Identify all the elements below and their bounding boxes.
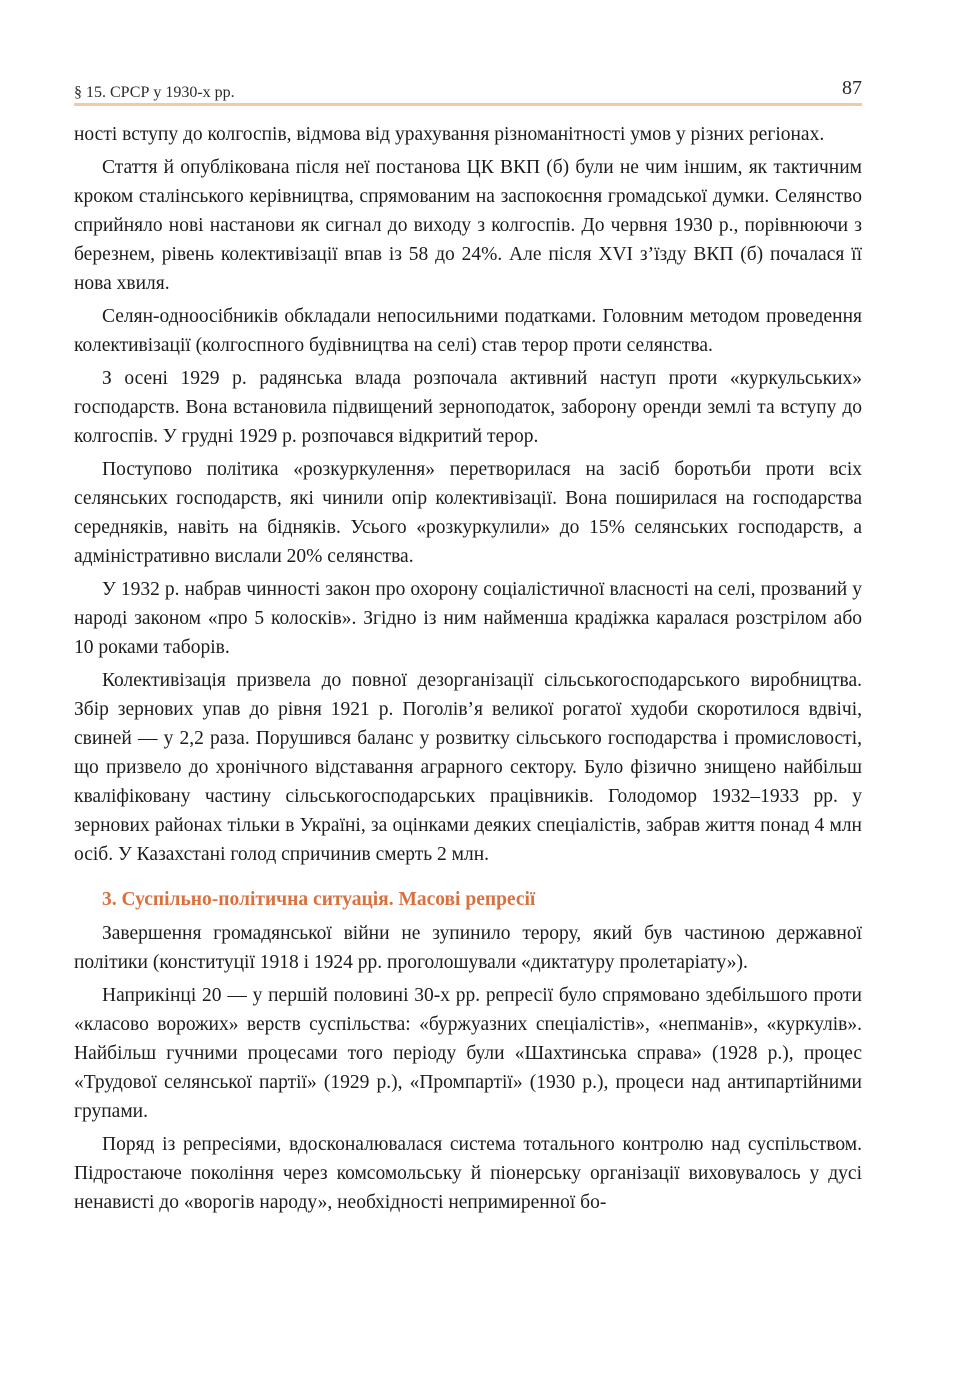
paragraph: Завершення громадянської війни не зупинило терору, який був частиною державної політики (конституції 1918 і 1924 рр. проголошували «диктатуру пролетаріату»). — [74, 923, 862, 973]
page-header — [74, 78, 862, 106]
paragraph: У 1932 р. набрав чинності закон про охорону соціалістичної власності на селі, прозваний у народі законом «про 5 колосків». Згідно із ним найменша крадіжка каралася розстрілом або 10 роками таборів. — [74, 579, 862, 658]
paragraph: Поряд із репресіями, вдосконалювалася система тотального контролю над суспільством. Підростаюче покоління через комсомольську й піонерську організації виховувалось у дусі ненависті до «ворогів народу», необхідності непримиренної бо- — [74, 1134, 862, 1213]
paragraph: З осені 1929 р. радянська влада розпочала активний наступ проти «куркульських» господарств. Вона встановила підвищений зернoподаток, заборону оренди землі та вступу до колгоспів. У грудні 1929 р. розпочався відкритий терор. — [74, 368, 862, 447]
textbook-page — [74, 78, 862, 1221]
header-rule — [74, 103, 862, 106]
paragraph: Наприкінці 20 — у першій половині 30-х рр. репресії було спрямовано здебільшого проти «класово ворожих» верств суспільства: «буржуазних спеціалістів», «непманів», «куркулів». Найбільш гучними процесами того періоду були «Шахтинська справа» (1928 р.), процес «Трудової селянської партії» (1929 р.), «Промпартії» (1930 р.), процеси над антипартійними групами. — [74, 985, 862, 1122]
running-title: § 15. СРСР у 1930-х рр. — [74, 84, 235, 101]
paragraph: Стаття й опублікована після неї постанова ЦК ВКП (б) були не чим іншим, як тактичним кроком сталінського керівництва, спрямованим на заспокоєння громадської думки. Селянство сприйняло нові настанови як сигнал до виходу з колгоспів. До червня 1930 р., порівнюючи з березнем, рівень колективізації впав із 58 до 24%. Але після XVI з’їзду ВКП (б) почалася її нова хвиля. — [74, 157, 862, 294]
paragraph: ності вступу до колгоспів, відмова від урахування різноманітності умов у різних регіонах. — [74, 124, 825, 145]
paragraph: Колективізація призвела до повної дезорганізації сільськогосподарського виробництва. Збір зернових упав до рівня 1921 р. Поголів’я великої рогатої худоби скоротилося вдвічі, свиней — у 2,2 раза. Порушився баланс у розвитку сільського господарства і промисловості, що призвело до хронічного відставання аграрного сектору. Було фізично знищено найбільш кваліфіковану частину сільськогосподарських працівників. Голодомор 1932–1933 рр. у зернових районах тільки в Україні, за оцінками деяких спеціалістів, забрав життя понад 4 млн осіб. У Казахстані голод спричинив смерть 2 млн. — [74, 670, 862, 865]
paragraph: Селян-одноосібників обкладали непосильними податками. Головним методом проведення колективізації (колгоспного будівництва на селі) став терор проти селянства. — [74, 306, 862, 356]
paragraph: Поступово політика «розкуркулення» перетворилася на засіб боротьби проти всіх селянських господарств, які чинили опір колективізації. Вона поширилася на господарства середняків, навіть на бідняків. Усього «розкуркулили» до 15% селянських господарств, а адміністративно вислали 20% селянства. — [74, 459, 862, 567]
page-body — [74, 120, 862, 1217]
page-number: 87 — [842, 77, 862, 99]
section-heading: 3. Суспільно-політична ситуація. Масові репресії — [102, 889, 536, 910]
